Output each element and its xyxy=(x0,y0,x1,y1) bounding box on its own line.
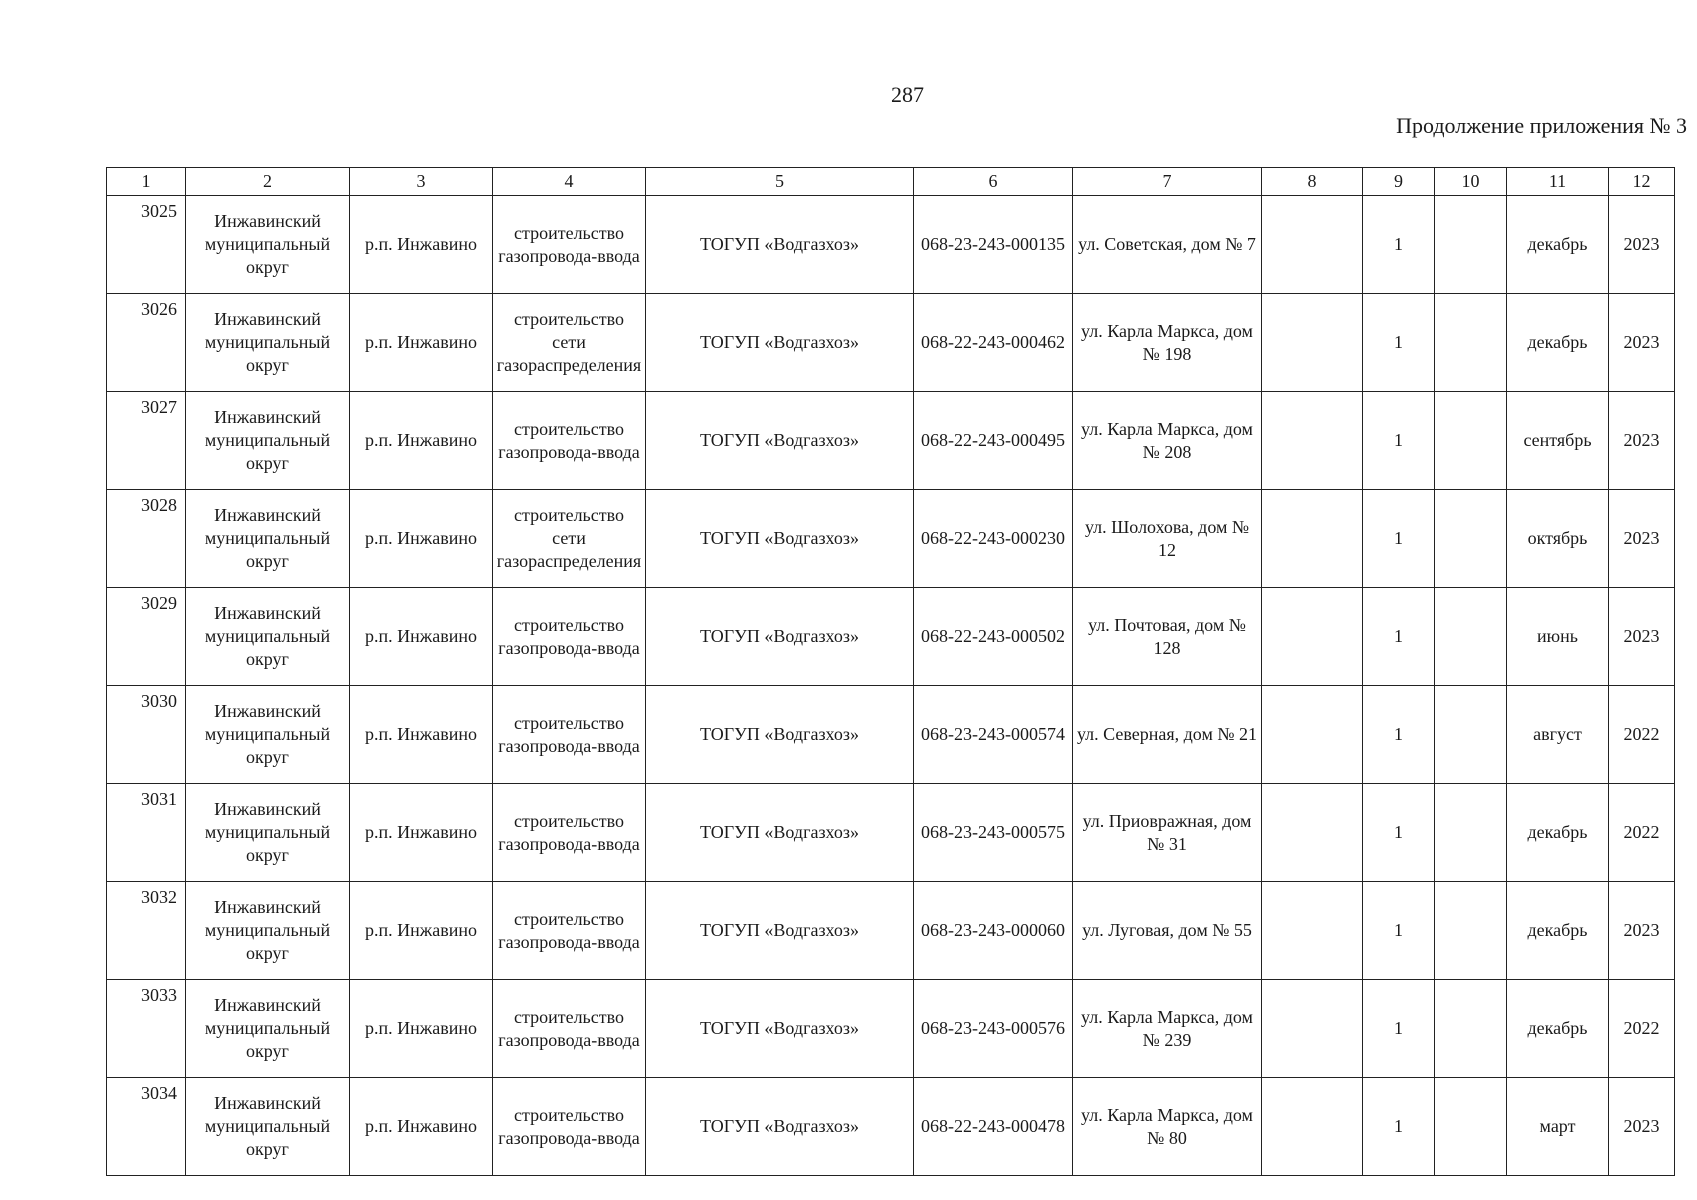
object-code-cell: 068-22-243-000478 xyxy=(914,1078,1073,1176)
column-8-cell xyxy=(1262,686,1363,784)
year-cell: 2023 xyxy=(1609,588,1675,686)
district-cell: Инжавинский муниципальный округ xyxy=(186,980,350,1078)
settlement-cell: р.п. Инжавино xyxy=(350,980,493,1078)
column-header: 4 xyxy=(493,168,646,196)
settlement-cell: р.п. Инжавино xyxy=(350,588,493,686)
year-cell: 2022 xyxy=(1609,686,1675,784)
organization-cell: ТОГУП «Водгазхоз» xyxy=(646,490,914,588)
year-cell: 2023 xyxy=(1609,1078,1675,1176)
quantity-cell: 1 xyxy=(1363,882,1435,980)
work-type-cell: строительство газопровода-ввода xyxy=(493,980,646,1078)
object-code-cell: 068-23-243-000575 xyxy=(914,784,1073,882)
work-type-cell: строительство сети газораспределения xyxy=(493,294,646,392)
settlement-cell: р.п. Инжавино xyxy=(350,196,493,294)
table-row xyxy=(107,882,1675,980)
month-cell: сентябрь xyxy=(1507,392,1609,490)
district-cell: Инжавинский муниципальный округ xyxy=(186,588,350,686)
column-header: 5 xyxy=(646,168,914,196)
column-header: 6 xyxy=(914,168,1073,196)
object-code-cell: 068-22-243-000462 xyxy=(914,294,1073,392)
row-number-cell: 3030 xyxy=(107,686,186,784)
district-cell: Инжавинский муниципальный округ xyxy=(186,1078,350,1176)
column-8-cell xyxy=(1262,294,1363,392)
page-number: 287 xyxy=(891,82,924,107)
district-cell: Инжавинский муниципальный округ xyxy=(186,392,350,490)
address-cell: ул. Приовражная, дом № 31 xyxy=(1073,784,1262,882)
column-10-cell xyxy=(1435,784,1507,882)
district-cell: Инжавинский муниципальный округ xyxy=(186,882,350,980)
organization-cell: ТОГУП «Водгазхоз» xyxy=(646,882,914,980)
row-number-cell: 3025 xyxy=(107,196,186,294)
month-cell: март xyxy=(1507,1078,1609,1176)
column-8-cell xyxy=(1262,490,1363,588)
row-number-cell: 3029 xyxy=(107,588,186,686)
year-cell: 2023 xyxy=(1609,490,1675,588)
column-header: 7 xyxy=(1073,168,1262,196)
settlement-cell: р.п. Инжавино xyxy=(350,490,493,588)
row-number-cell: 3034 xyxy=(107,1078,186,1176)
row-number-cell: 3032 xyxy=(107,882,186,980)
table-row xyxy=(107,490,1675,588)
district-cell: Инжавинский муниципальный округ xyxy=(186,784,350,882)
district-cell: Инжавинский муниципальный округ xyxy=(186,294,350,392)
year-cell: 2023 xyxy=(1609,294,1675,392)
month-cell: декабрь xyxy=(1507,196,1609,294)
address-cell: ул. Карла Маркса, дом № 80 xyxy=(1073,1078,1262,1176)
object-code-cell: 068-22-243-000495 xyxy=(914,392,1073,490)
table-row xyxy=(107,196,1675,294)
column-10-cell xyxy=(1435,490,1507,588)
column-10-cell xyxy=(1435,686,1507,784)
row-number-cell: 3026 xyxy=(107,294,186,392)
object-code-cell: 068-22-243-000502 xyxy=(914,588,1073,686)
organization-cell: ТОГУП «Водгазхоз» xyxy=(646,784,914,882)
year-cell: 2022 xyxy=(1609,784,1675,882)
work-type-cell: строительство газопровода-ввода xyxy=(493,882,646,980)
column-10-cell xyxy=(1435,392,1507,490)
quantity-cell: 1 xyxy=(1363,1078,1435,1176)
month-cell: декабрь xyxy=(1507,980,1609,1078)
work-type-cell: строительство газопровода-ввода xyxy=(493,196,646,294)
work-type-cell: строительство газопровода-ввода xyxy=(493,588,646,686)
registry-table xyxy=(106,167,1675,1176)
column-header: 10 xyxy=(1435,168,1507,196)
column-8-cell xyxy=(1262,196,1363,294)
row-number-cell: 3031 xyxy=(107,784,186,882)
column-10-cell xyxy=(1435,882,1507,980)
organization-cell: ТОГУП «Водгазхоз» xyxy=(646,392,914,490)
work-type-cell: строительство газопровода-ввода xyxy=(493,392,646,490)
column-8-cell xyxy=(1262,784,1363,882)
object-code-cell: 068-23-243-000574 xyxy=(914,686,1073,784)
table-row xyxy=(107,294,1675,392)
year-cell: 2023 xyxy=(1609,882,1675,980)
month-cell: декабрь xyxy=(1507,882,1609,980)
address-cell: ул. Карла Маркса, дом № 208 xyxy=(1073,392,1262,490)
organization-cell: ТОГУП «Водгазхоз» xyxy=(646,196,914,294)
column-8-cell xyxy=(1262,882,1363,980)
object-code-cell: 068-23-243-000135 xyxy=(914,196,1073,294)
month-cell: декабрь xyxy=(1507,784,1609,882)
row-number-cell: 3033 xyxy=(107,980,186,1078)
table-row xyxy=(107,1078,1675,1176)
object-code-cell: 068-23-243-000576 xyxy=(914,980,1073,1078)
table-body xyxy=(107,196,1675,1176)
settlement-cell: р.п. Инжавино xyxy=(350,784,493,882)
table-row xyxy=(107,392,1675,490)
column-8-cell xyxy=(1262,1078,1363,1176)
object-code-cell: 068-23-243-000060 xyxy=(914,882,1073,980)
column-header: 12 xyxy=(1609,168,1675,196)
column-10-cell xyxy=(1435,294,1507,392)
column-8-cell xyxy=(1262,980,1363,1078)
year-cell: 2023 xyxy=(1609,392,1675,490)
address-cell: ул. Луговая, дом № 55 xyxy=(1073,882,1262,980)
settlement-cell: р.п. Инжавино xyxy=(350,1078,493,1176)
district-cell: Инжавинский муниципальный округ xyxy=(186,196,350,294)
quantity-cell: 1 xyxy=(1363,490,1435,588)
month-cell: июнь xyxy=(1507,588,1609,686)
year-cell: 2023 xyxy=(1609,196,1675,294)
work-type-cell: строительство газопровода-ввода xyxy=(493,686,646,784)
column-header: 8 xyxy=(1262,168,1363,196)
column-10-cell xyxy=(1435,196,1507,294)
address-cell: ул. Карла Маркса, дом № 198 xyxy=(1073,294,1262,392)
quantity-cell: 1 xyxy=(1363,686,1435,784)
settlement-cell: р.п. Инжавино xyxy=(350,882,493,980)
address-cell: ул. Шолохова, дом № 12 xyxy=(1073,490,1262,588)
quantity-cell: 1 xyxy=(1363,784,1435,882)
settlement-cell: р.п. Инжавино xyxy=(350,294,493,392)
column-8-cell xyxy=(1262,392,1363,490)
column-header: 11 xyxy=(1507,168,1609,196)
table-row xyxy=(107,588,1675,686)
quantity-cell: 1 xyxy=(1363,980,1435,1078)
work-type-cell: строительство газопровода-ввода xyxy=(493,1078,646,1176)
district-cell: Инжавинский муниципальный округ xyxy=(186,686,350,784)
table-row xyxy=(107,686,1675,784)
organization-cell: ТОГУП «Водгазхоз» xyxy=(646,1078,914,1176)
month-cell: октябрь xyxy=(1507,490,1609,588)
organization-cell: ТОГУП «Водгазхоз» xyxy=(646,980,914,1078)
work-type-cell: строительство газопровода-ввода xyxy=(493,784,646,882)
column-10-cell xyxy=(1435,980,1507,1078)
quantity-cell: 1 xyxy=(1363,294,1435,392)
quantity-cell: 1 xyxy=(1363,196,1435,294)
table-row xyxy=(107,784,1675,882)
organization-cell: ТОГУП «Водгазхоз» xyxy=(646,588,914,686)
column-header: 2 xyxy=(186,168,350,196)
header-row xyxy=(107,168,1675,196)
organization-cell: ТОГУП «Водгазхоз» xyxy=(646,294,914,392)
district-cell: Инжавинский муниципальный округ xyxy=(186,490,350,588)
address-cell: ул. Почтовая, дом № 128 xyxy=(1073,588,1262,686)
column-10-cell xyxy=(1435,588,1507,686)
column-8-cell xyxy=(1262,588,1363,686)
organization-cell: ТОГУП «Водгазхоз» xyxy=(646,686,914,784)
settlement-cell: р.п. Инжавино xyxy=(350,392,493,490)
month-cell: декабрь xyxy=(1507,294,1609,392)
quantity-cell: 1 xyxy=(1363,392,1435,490)
column-header: 1 xyxy=(107,168,186,196)
appendix-title: Продолжение приложения № 3 xyxy=(1396,113,1687,138)
column-header: 9 xyxy=(1363,168,1435,196)
work-type-cell: строительство сети газораспределения xyxy=(493,490,646,588)
column-header: 3 xyxy=(350,168,493,196)
table-row xyxy=(107,980,1675,1078)
year-cell: 2022 xyxy=(1609,980,1675,1078)
row-number-cell: 3028 xyxy=(107,490,186,588)
month-cell: август xyxy=(1507,686,1609,784)
address-cell: ул. Советская, дом № 7 xyxy=(1073,196,1262,294)
address-cell: ул. Карла Маркса, дом № 239 xyxy=(1073,980,1262,1078)
column-10-cell xyxy=(1435,1078,1507,1176)
address-cell: ул. Северная, дом № 21 xyxy=(1073,686,1262,784)
quantity-cell: 1 xyxy=(1363,588,1435,686)
settlement-cell: р.п. Инжавино xyxy=(350,686,493,784)
row-number-cell: 3027 xyxy=(107,392,186,490)
object-code-cell: 068-22-243-000230 xyxy=(914,490,1073,588)
